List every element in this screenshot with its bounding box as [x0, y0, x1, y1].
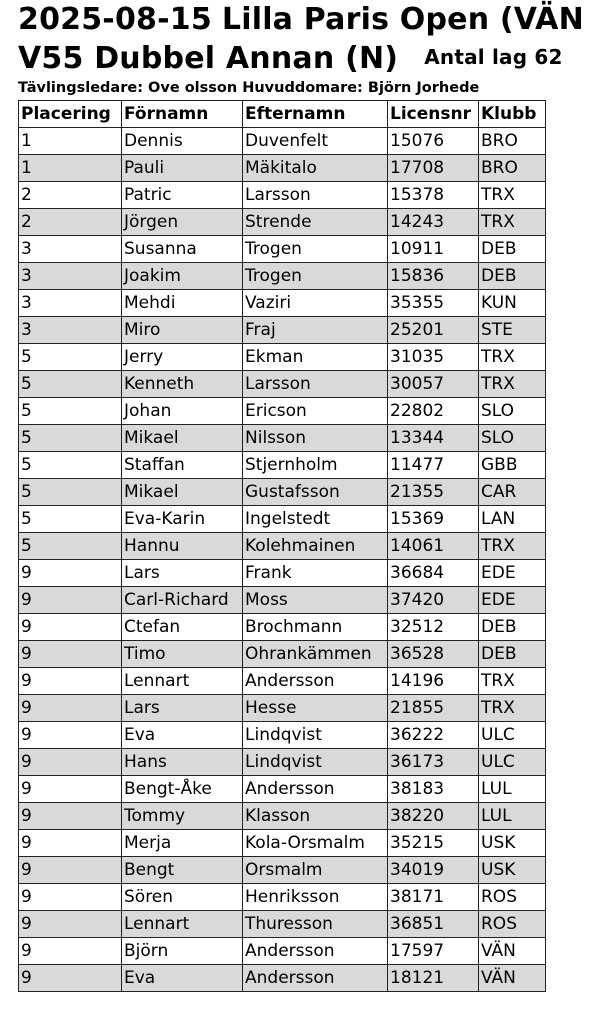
cell-placering: 3	[19, 263, 122, 290]
cell-placering: 9	[19, 938, 122, 965]
cell-placering: 9	[19, 560, 122, 587]
cell-efternamn: Trogen	[243, 236, 388, 263]
cell-fornamn: Timo	[122, 641, 243, 668]
cell-klubb: TRX	[479, 344, 546, 371]
cell-placering: 3	[19, 236, 122, 263]
cell-licensnr: 21855	[388, 695, 479, 722]
cell-placering: 9	[19, 884, 122, 911]
cell-licensnr: 31035	[388, 344, 479, 371]
cell-fornamn: Hannu	[122, 533, 243, 560]
cell-klubb: TRX	[479, 533, 546, 560]
cell-placering: 9	[19, 857, 122, 884]
cell-placering: 9	[19, 749, 122, 776]
table-row	[19, 506, 546, 533]
cell-efternamn: Orsmalm	[243, 857, 388, 884]
table-row	[19, 209, 546, 236]
cell-klubb: VÄN	[479, 965, 546, 992]
cell-klubb: EDE	[479, 587, 546, 614]
cell-klubb: TRX	[479, 371, 546, 398]
cell-fornamn: Sören	[122, 884, 243, 911]
cell-klubb: TRX	[479, 209, 546, 236]
cell-klubb: CAR	[479, 479, 546, 506]
cell-klubb: LAN	[479, 506, 546, 533]
cell-klubb: ROS	[479, 884, 546, 911]
cell-licensnr: 17708	[388, 155, 479, 182]
cell-efternamn: Ingelstedt	[243, 506, 388, 533]
cell-fornamn: Mikael	[122, 425, 243, 452]
column-header-fornamn: Förnamn	[122, 101, 243, 128]
title-date: 2025-08-15	[18, 2, 212, 37]
cell-klubb: GBB	[479, 452, 546, 479]
cell-licensnr: 35355	[388, 290, 479, 317]
cell-placering: 9	[19, 722, 122, 749]
cell-klubb: EDE	[479, 560, 546, 587]
cell-fornamn: Bengt-Åke	[122, 776, 243, 803]
cell-efternamn: Stjernholm	[243, 452, 388, 479]
cell-licensnr: 14196	[388, 668, 479, 695]
cell-placering: 1	[19, 128, 122, 155]
cell-efternamn: Ericson	[243, 398, 388, 425]
cell-fornamn: Lars	[122, 560, 243, 587]
cell-efternamn: Andersson	[243, 668, 388, 695]
cell-licensnr: 37420	[388, 587, 479, 614]
column-header-licensnr: Licensnr	[388, 101, 479, 128]
cell-efternamn: Thuresson	[243, 911, 388, 938]
cell-fornamn: Staffan	[122, 452, 243, 479]
cell-licensnr: 34019	[388, 857, 479, 884]
cell-placering: 2	[19, 182, 122, 209]
cell-fornamn: Lennart	[122, 911, 243, 938]
cell-fornamn: Hans	[122, 749, 243, 776]
cell-efternamn: Ekman	[243, 344, 388, 371]
cell-placering: 9	[19, 776, 122, 803]
table-row	[19, 128, 546, 155]
cell-efternamn: Larsson	[243, 182, 388, 209]
column-header-placering: Placering	[19, 101, 122, 128]
table-row	[19, 560, 546, 587]
cell-efternamn: Strende	[243, 209, 388, 236]
cell-efternamn: Andersson	[243, 938, 388, 965]
cell-efternamn: Kola-Orsmalm	[243, 830, 388, 857]
table-row	[19, 884, 546, 911]
cell-efternamn: Andersson	[243, 776, 388, 803]
cell-klubb: VÄN	[479, 938, 546, 965]
cell-fornamn: Dennis	[122, 128, 243, 155]
cell-licensnr: 15369	[388, 506, 479, 533]
cell-placering: 5	[19, 533, 122, 560]
table-row	[19, 803, 546, 830]
table-row	[19, 668, 546, 695]
table-row	[19, 290, 546, 317]
cell-fornamn: Eva	[122, 965, 243, 992]
cell-klubb: TRX	[479, 668, 546, 695]
cell-placering: 9	[19, 911, 122, 938]
cell-efternamn: Trogen	[243, 263, 388, 290]
cell-fornamn: Mikael	[122, 479, 243, 506]
cell-placering: 2	[19, 209, 122, 236]
table-row	[19, 533, 546, 560]
cell-fornamn: Jerry	[122, 344, 243, 371]
cell-efternamn: Gustafsson	[243, 479, 388, 506]
cell-klubb: DEB	[479, 641, 546, 668]
cell-efternamn: Fraj	[243, 317, 388, 344]
cell-licensnr: 21355	[388, 479, 479, 506]
cell-efternamn: Kolehmainen	[243, 533, 388, 560]
cell-licensnr: 15076	[388, 128, 479, 155]
table-row	[19, 317, 546, 344]
results-body	[19, 128, 546, 992]
cell-placering: 9	[19, 830, 122, 857]
results-table	[18, 100, 546, 992]
cell-fornamn: Kenneth	[122, 371, 243, 398]
cell-licensnr: 22802	[388, 398, 479, 425]
cell-efternamn: Vaziri	[243, 290, 388, 317]
cell-efternamn: Duvenfelt	[243, 128, 388, 155]
cell-licensnr: 36851	[388, 911, 479, 938]
cell-licensnr: 36173	[388, 749, 479, 776]
cell-placering: 5	[19, 506, 122, 533]
cell-efternamn: Mäkitalo	[243, 155, 388, 182]
cell-klubb: ULC	[479, 722, 546, 749]
cell-licensnr: 38183	[388, 776, 479, 803]
cell-klubb: ROS	[479, 911, 546, 938]
cell-licensnr: 38171	[388, 884, 479, 911]
title-event: Lilla Paris Open (VÄN	[221, 2, 584, 37]
table-row	[19, 641, 546, 668]
cell-licensnr: 13344	[388, 425, 479, 452]
column-header-efternamn: Efternamn	[243, 101, 388, 128]
cell-efternamn: Brochmann	[243, 614, 388, 641]
table-row	[19, 722, 546, 749]
cell-licensnr: 36684	[388, 560, 479, 587]
cell-placering: 5	[19, 344, 122, 371]
cell-licensnr: 36528	[388, 641, 479, 668]
table-row	[19, 344, 546, 371]
table-row	[19, 830, 546, 857]
cell-placering: 9	[19, 965, 122, 992]
table-row	[19, 398, 546, 425]
cell-efternamn: Andersson	[243, 965, 388, 992]
cell-klubb: SLO	[479, 398, 546, 425]
cell-placering: 9	[19, 641, 122, 668]
cell-efternamn: Lindqvist	[243, 749, 388, 776]
cell-licensnr: 30057	[388, 371, 479, 398]
cell-klubb: USK	[479, 857, 546, 884]
table-row	[19, 263, 546, 290]
table-row	[19, 938, 546, 965]
title-class: V55 Dubbel Annan (N)	[18, 41, 399, 76]
teams-count: Antal lag 62	[424, 45, 563, 69]
table-row	[19, 452, 546, 479]
table-row	[19, 587, 546, 614]
cell-klubb: DEB	[479, 263, 546, 290]
class-title	[18, 38, 563, 78]
table-row	[19, 236, 546, 263]
cell-fornamn: Ctefan	[122, 614, 243, 641]
table-header-row	[19, 101, 546, 128]
cell-efternamn: Nilsson	[243, 425, 388, 452]
cell-efternamn: Moss	[243, 587, 388, 614]
cell-licensnr: 14243	[388, 209, 479, 236]
cell-placering: 9	[19, 587, 122, 614]
cell-fornamn: Jörgen	[122, 209, 243, 236]
cell-klubb: BRO	[479, 155, 546, 182]
cell-placering: 1	[19, 155, 122, 182]
table-row	[19, 776, 546, 803]
cell-fornamn: Susanna	[122, 236, 243, 263]
cell-placering: 9	[19, 803, 122, 830]
cell-licensnr: 18121	[388, 965, 479, 992]
cell-fornamn: Pauli	[122, 155, 243, 182]
cell-klubb: TRX	[479, 182, 546, 209]
cell-fornamn: Bengt	[122, 857, 243, 884]
table-row	[19, 425, 546, 452]
cell-placering: 5	[19, 479, 122, 506]
cell-efternamn: Larsson	[243, 371, 388, 398]
cell-placering: 9	[19, 695, 122, 722]
cell-klubb: DEB	[479, 236, 546, 263]
cell-efternamn: Lindqvist	[243, 722, 388, 749]
cell-efternamn: Hesse	[243, 695, 388, 722]
cell-fornamn: Tommy	[122, 803, 243, 830]
cell-fornamn: Joakim	[122, 263, 243, 290]
table-row	[19, 965, 546, 992]
cell-fornamn: Lars	[122, 695, 243, 722]
cell-fornamn: Patric	[122, 182, 243, 209]
cell-efternamn: Henriksson	[243, 884, 388, 911]
cell-klubb: SLO	[479, 425, 546, 452]
page-title	[18, 2, 584, 38]
cell-licensnr: 38220	[388, 803, 479, 830]
cell-klubb: TRX	[479, 695, 546, 722]
cell-licensnr: 25201	[388, 317, 479, 344]
cell-placering: 9	[19, 668, 122, 695]
cell-licensnr: 32512	[388, 614, 479, 641]
table-row	[19, 749, 546, 776]
cell-licensnr: 15836	[388, 263, 479, 290]
cell-fornamn: Johan	[122, 398, 243, 425]
cell-placering: 9	[19, 614, 122, 641]
cell-placering: 3	[19, 290, 122, 317]
table-row	[19, 371, 546, 398]
cell-fornamn: Miro	[122, 317, 243, 344]
cell-licensnr: 17597	[388, 938, 479, 965]
table-row	[19, 479, 546, 506]
cell-licensnr: 15378	[388, 182, 479, 209]
column-header-klubb: Klubb	[479, 101, 546, 128]
cell-klubb: KUN	[479, 290, 546, 317]
cell-placering: 5	[19, 398, 122, 425]
table-row	[19, 182, 546, 209]
cell-fornamn: Merja	[122, 830, 243, 857]
cell-fornamn: Eva	[122, 722, 243, 749]
cell-licensnr: 10911	[388, 236, 479, 263]
cell-licensnr: 14061	[388, 533, 479, 560]
cell-fornamn: Eva-Karin	[122, 506, 243, 533]
cell-efternamn: Klasson	[243, 803, 388, 830]
table-row	[19, 614, 546, 641]
cell-klubb: ULC	[479, 749, 546, 776]
cell-placering: 5	[19, 371, 122, 398]
cell-klubb: LUL	[479, 776, 546, 803]
cell-fornamn: Carl-Richard	[122, 587, 243, 614]
cell-fornamn: Lennart	[122, 668, 243, 695]
officials-line: Tävlingsledare: Ove olsson Huvuddomare: Björn Jorhede	[18, 80, 480, 96]
cell-licensnr: 36222	[388, 722, 479, 749]
cell-placering: 3	[19, 317, 122, 344]
cell-efternamn: Frank	[243, 560, 388, 587]
cell-klubb: LUL	[479, 803, 546, 830]
cell-fornamn: Mehdi	[122, 290, 243, 317]
table-row	[19, 911, 546, 938]
cell-klubb: STE	[479, 317, 546, 344]
table-row	[19, 155, 546, 182]
cell-efternamn: Ohrankämmen	[243, 641, 388, 668]
cell-licensnr: 35215	[388, 830, 479, 857]
cell-klubb: USK	[479, 830, 546, 857]
cell-fornamn: Björn	[122, 938, 243, 965]
cell-klubb: DEB	[479, 614, 546, 641]
cell-placering: 5	[19, 452, 122, 479]
table-row	[19, 857, 546, 884]
table-row	[19, 695, 546, 722]
cell-licensnr: 11477	[388, 452, 479, 479]
cell-klubb: BRO	[479, 128, 546, 155]
cell-placering: 5	[19, 425, 122, 452]
